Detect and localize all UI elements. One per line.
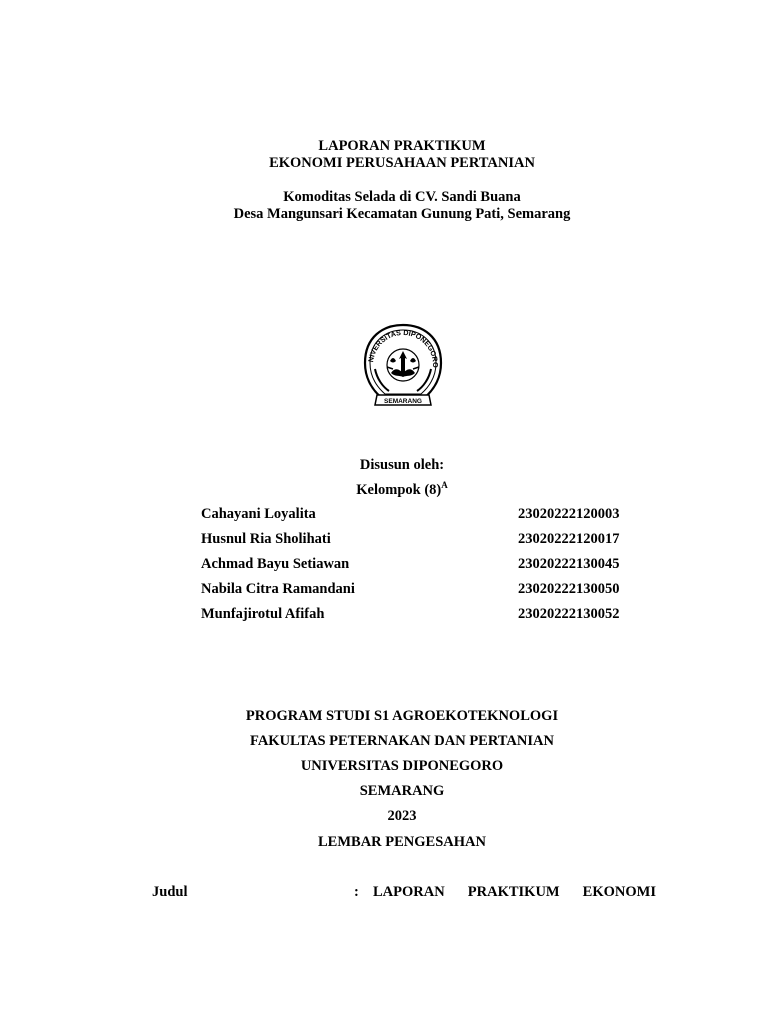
year: 2023	[387, 808, 417, 824]
member-name: Cahayani Loyalita	[201, 506, 316, 522]
member-nim: 23020222120017	[518, 531, 620, 547]
group-label	[0, 482, 768, 499]
report-subtitle	[0, 189, 768, 223]
member-nim: 23020222130045	[518, 556, 620, 572]
member-name: Achmad Bayu Setiawan	[201, 556, 350, 572]
title-field-label: Judul	[152, 884, 188, 900]
report-subtitle-line-2: Desa Mangunsari Kecamatan Gunung Pati, Semarang	[233, 206, 571, 222]
report-subtitle-line-1: Komoditas Selada di CV. Sandi Buana	[283, 189, 521, 205]
title-field-colon: :	[354, 884, 359, 900]
logo-text-bottom: SEMARANG	[384, 398, 422, 405]
member-nim: 23020222130050	[518, 581, 620, 597]
member-list	[201, 506, 641, 631]
list-item	[201, 506, 641, 531]
report-title-line-2: EKONOMI PERUSAHAAN PERTANIAN	[269, 155, 535, 171]
list-item	[201, 556, 641, 581]
title-field-row	[152, 884, 662, 902]
report-title	[0, 138, 768, 172]
logo-text-top: NIVERSITAS DIPONEGORO	[366, 327, 441, 368]
member-name: Husnul Ria Sholihati	[201, 531, 331, 547]
member-name: Nabila Citra Ramandani	[201, 581, 355, 597]
city-name: SEMARANG	[359, 783, 445, 799]
member-nim: 23020222130052	[518, 606, 620, 622]
university-logo-icon	[361, 323, 445, 409]
group-label-superscript: A	[441, 480, 448, 491]
approval-sheet-heading: LEMBAR PENGESAHAN	[318, 834, 486, 850]
title-field-value: LAPORAN PRAKTIKUM EKONOMI	[373, 884, 656, 900]
member-name: Munfajirotul Afifah	[201, 606, 325, 622]
report-title-line-1: LAPORAN PRAKTIKUM	[318, 138, 486, 154]
list-item	[201, 606, 641, 631]
faculty-name: FAKULTAS PETERNAKAN DAN PERTANIAN	[250, 733, 554, 749]
compiled-by-heading: Disusun oleh:	[359, 457, 445, 473]
member-nim: 23020222120003	[518, 506, 620, 522]
group-label-text: Kelompok (8)	[356, 482, 442, 498]
study-program: PROGRAM STUDI S1 AGROEKOTEKNOLOGI	[245, 708, 559, 724]
university-name: UNIVERSITAS DIPONEGORO	[300, 758, 504, 774]
list-item	[201, 531, 641, 556]
list-item	[201, 581, 641, 606]
